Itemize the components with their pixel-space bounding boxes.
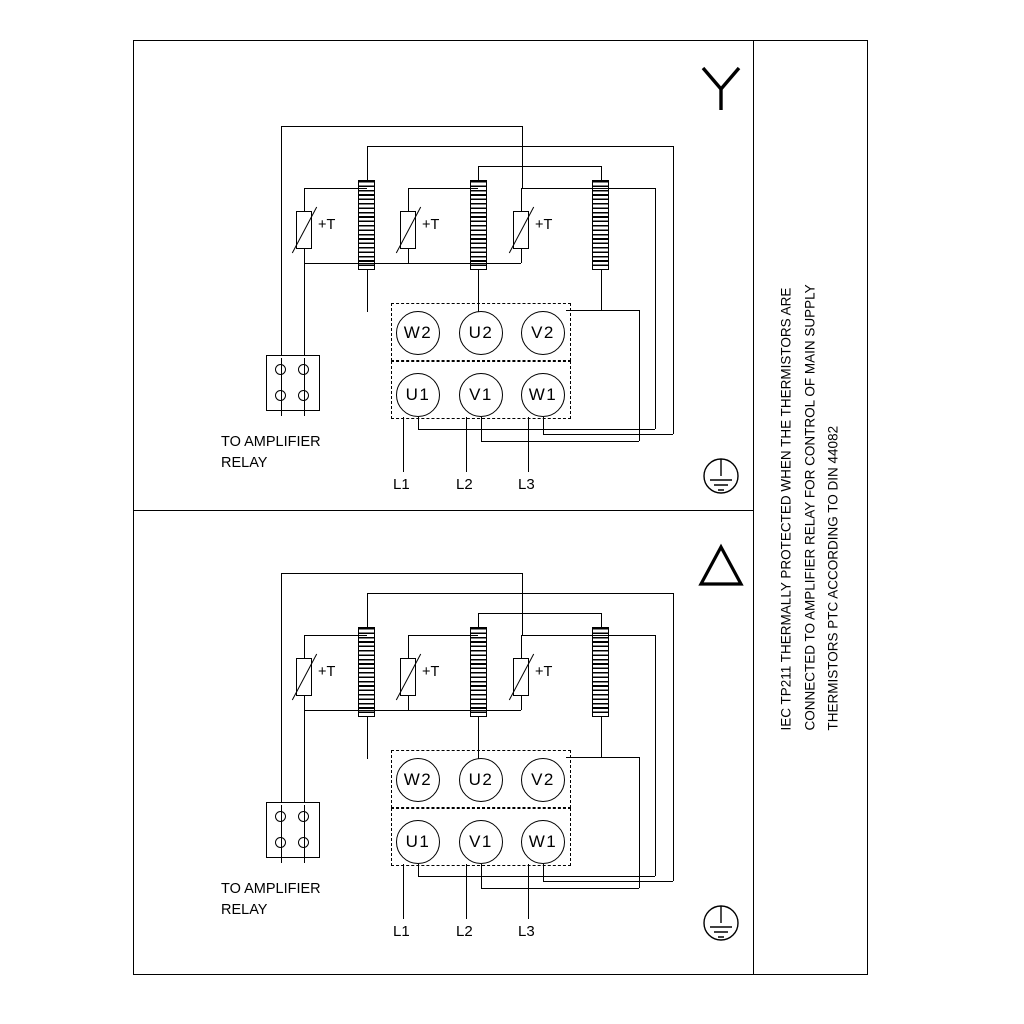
wire-v1-return-v (639, 310, 640, 441)
wire-w1-return-h (543, 434, 673, 435)
amplifier-label-line1: TO AMPLIFIER (221, 434, 321, 450)
wire-v1-return (481, 417, 482, 441)
wire-l1 (403, 864, 404, 919)
terminal-v1: V1 (459, 373, 503, 417)
wire-top-bus-1 (281, 573, 522, 574)
amplifier-connector-block (266, 802, 320, 858)
wire-therm3-bottom (521, 249, 522, 263)
wire-v1-return-h (481, 888, 639, 889)
amplifier-label-line1: TO AMPLIFIER (221, 881, 321, 897)
phase-label-l1: L1 (393, 476, 410, 493)
wire-therm3-link-top (521, 635, 601, 636)
wire-therm2-link-top (408, 188, 478, 189)
wire-therm1-2-series (304, 263, 408, 264)
wire-u1-return-h (418, 429, 655, 430)
wire-u1-return-v (655, 188, 656, 429)
wire-w1-return-h (543, 881, 673, 882)
wire-top-bus-1 (281, 126, 522, 127)
wire-coil3-down (601, 717, 602, 757)
phase-label-l2: L2 (456, 923, 473, 940)
winding-coil-1 (358, 627, 375, 717)
wire-w1-return (543, 864, 544, 881)
wire-v2-link (566, 310, 639, 311)
thermistor-2-label: +T (422, 664, 440, 680)
wire-l3 (528, 864, 529, 919)
terminal-v2: V2 (521, 758, 565, 802)
side-note-line-3: THERMISTORS PTC ACCORDING TO DIN 44082 (826, 425, 842, 731)
wire-drop-left-outer (281, 573, 282, 805)
wire-right-coil-top (601, 635, 655, 636)
wire-therm2-3-series (408, 263, 521, 264)
wire-l2 (466, 864, 467, 919)
amplifier-label-line2: RELAY (221, 455, 268, 471)
wire-therm1-bottom (304, 696, 305, 806)
terminal-w1: W1 (521, 820, 565, 864)
wire-coil3-down (601, 270, 602, 310)
thermistor-1-label: +T (318, 664, 336, 680)
wire-right-coil-top (601, 188, 655, 189)
wire-drop-v2-feed (522, 573, 523, 635)
terminal-u1: U1 (396, 373, 440, 417)
wire-therm1-link-top (304, 635, 367, 636)
wire-therm1-bottom (304, 249, 305, 359)
wire-v1-return-v (639, 757, 640, 888)
wire-coil1-to-w2 (367, 717, 368, 759)
wire-connector-left (281, 358, 282, 416)
wire-drop-left-outer (281, 126, 282, 358)
terminal-w1: W1 (521, 373, 565, 417)
terminal-v1: V1 (459, 820, 503, 864)
wire-therm2-bottom (408, 249, 409, 263)
wire-top-bus-2 (367, 146, 673, 147)
wire-connector-left (281, 805, 282, 863)
wire-top-bus-3 (478, 613, 601, 614)
thermistor-2-label: +T (422, 217, 440, 233)
wire-u1-return (418, 417, 419, 429)
winding-coil-3 (592, 627, 609, 717)
side-note-block (753, 40, 868, 975)
wire-therm2-top (408, 635, 409, 658)
winding-coil-2 (470, 180, 487, 270)
wire-therm2-bottom (408, 696, 409, 710)
thermistor-1-label: +T (318, 217, 336, 233)
wire-right-outer (673, 146, 674, 434)
terminal-w2: W2 (396, 758, 440, 802)
wire-v2-link (566, 757, 639, 758)
phase-label-l3: L3 (518, 476, 535, 493)
phase-label-l1: L1 (393, 923, 410, 940)
earth-ground-symbol (697, 903, 745, 947)
wire-top-bus-3 (478, 166, 601, 167)
wire-therm2-link-top (408, 635, 478, 636)
wire-therm1-2-series (304, 710, 408, 711)
wire-therm2-3-series (408, 710, 521, 711)
terminal-u1: U1 (396, 820, 440, 864)
amplifier-label-line2: RELAY (221, 902, 268, 918)
wire-therm3-top (521, 188, 522, 211)
delta-connection-symbol (697, 542, 745, 590)
amplifier-connector-block (266, 355, 320, 411)
wire-coil1-to-w2 (367, 270, 368, 312)
thermistor-3-label: +T (535, 217, 553, 233)
wire-top-bus-2 (367, 593, 673, 594)
terminal-v2: V2 (521, 311, 565, 355)
phase-label-l2: L2 (456, 476, 473, 493)
wire-connector-right (304, 358, 305, 416)
wire-v1-return-h (481, 441, 639, 442)
terminal-u2: U2 (459, 758, 503, 802)
side-note-line-1: IEC TP211 THERMALLY PROTECTED WHEN THE THERMISTORS ARE (779, 287, 795, 731)
thermistor-3-label: +T (535, 664, 553, 680)
wire-right-outer (673, 593, 674, 881)
star-connection-symbol (697, 62, 745, 114)
wire-u1-return-h (418, 876, 655, 877)
wire-w1-return (543, 417, 544, 434)
wire-therm3-link-top (521, 188, 601, 189)
wire-connector-right (304, 805, 305, 863)
wire-therm2-top (408, 188, 409, 211)
wire-therm1-link-top (304, 188, 367, 189)
wire-therm1-top (304, 188, 305, 211)
wire-drop-v2-feed (522, 126, 523, 188)
terminal-w2: W2 (396, 311, 440, 355)
wire-therm3-top (521, 635, 522, 658)
wire-v1-return (481, 864, 482, 888)
phase-label-l3: L3 (518, 923, 535, 940)
wire-therm1-top (304, 635, 305, 658)
winding-coil-1 (358, 180, 375, 270)
winding-coil-2 (470, 627, 487, 717)
panel-delta (0, 447, 753, 975)
wire-therm3-bottom (521, 696, 522, 710)
terminal-u2: U2 (459, 311, 503, 355)
wire-u1-return-v (655, 635, 656, 876)
side-note-line-2: CONNECTED TO AMPLIFIER RELAY FOR CONTROL OF MAIN SUPPLY (802, 284, 818, 731)
winding-coil-3 (592, 180, 609, 270)
panel-star (0, 0, 753, 510)
wire-u1-return (418, 864, 419, 876)
